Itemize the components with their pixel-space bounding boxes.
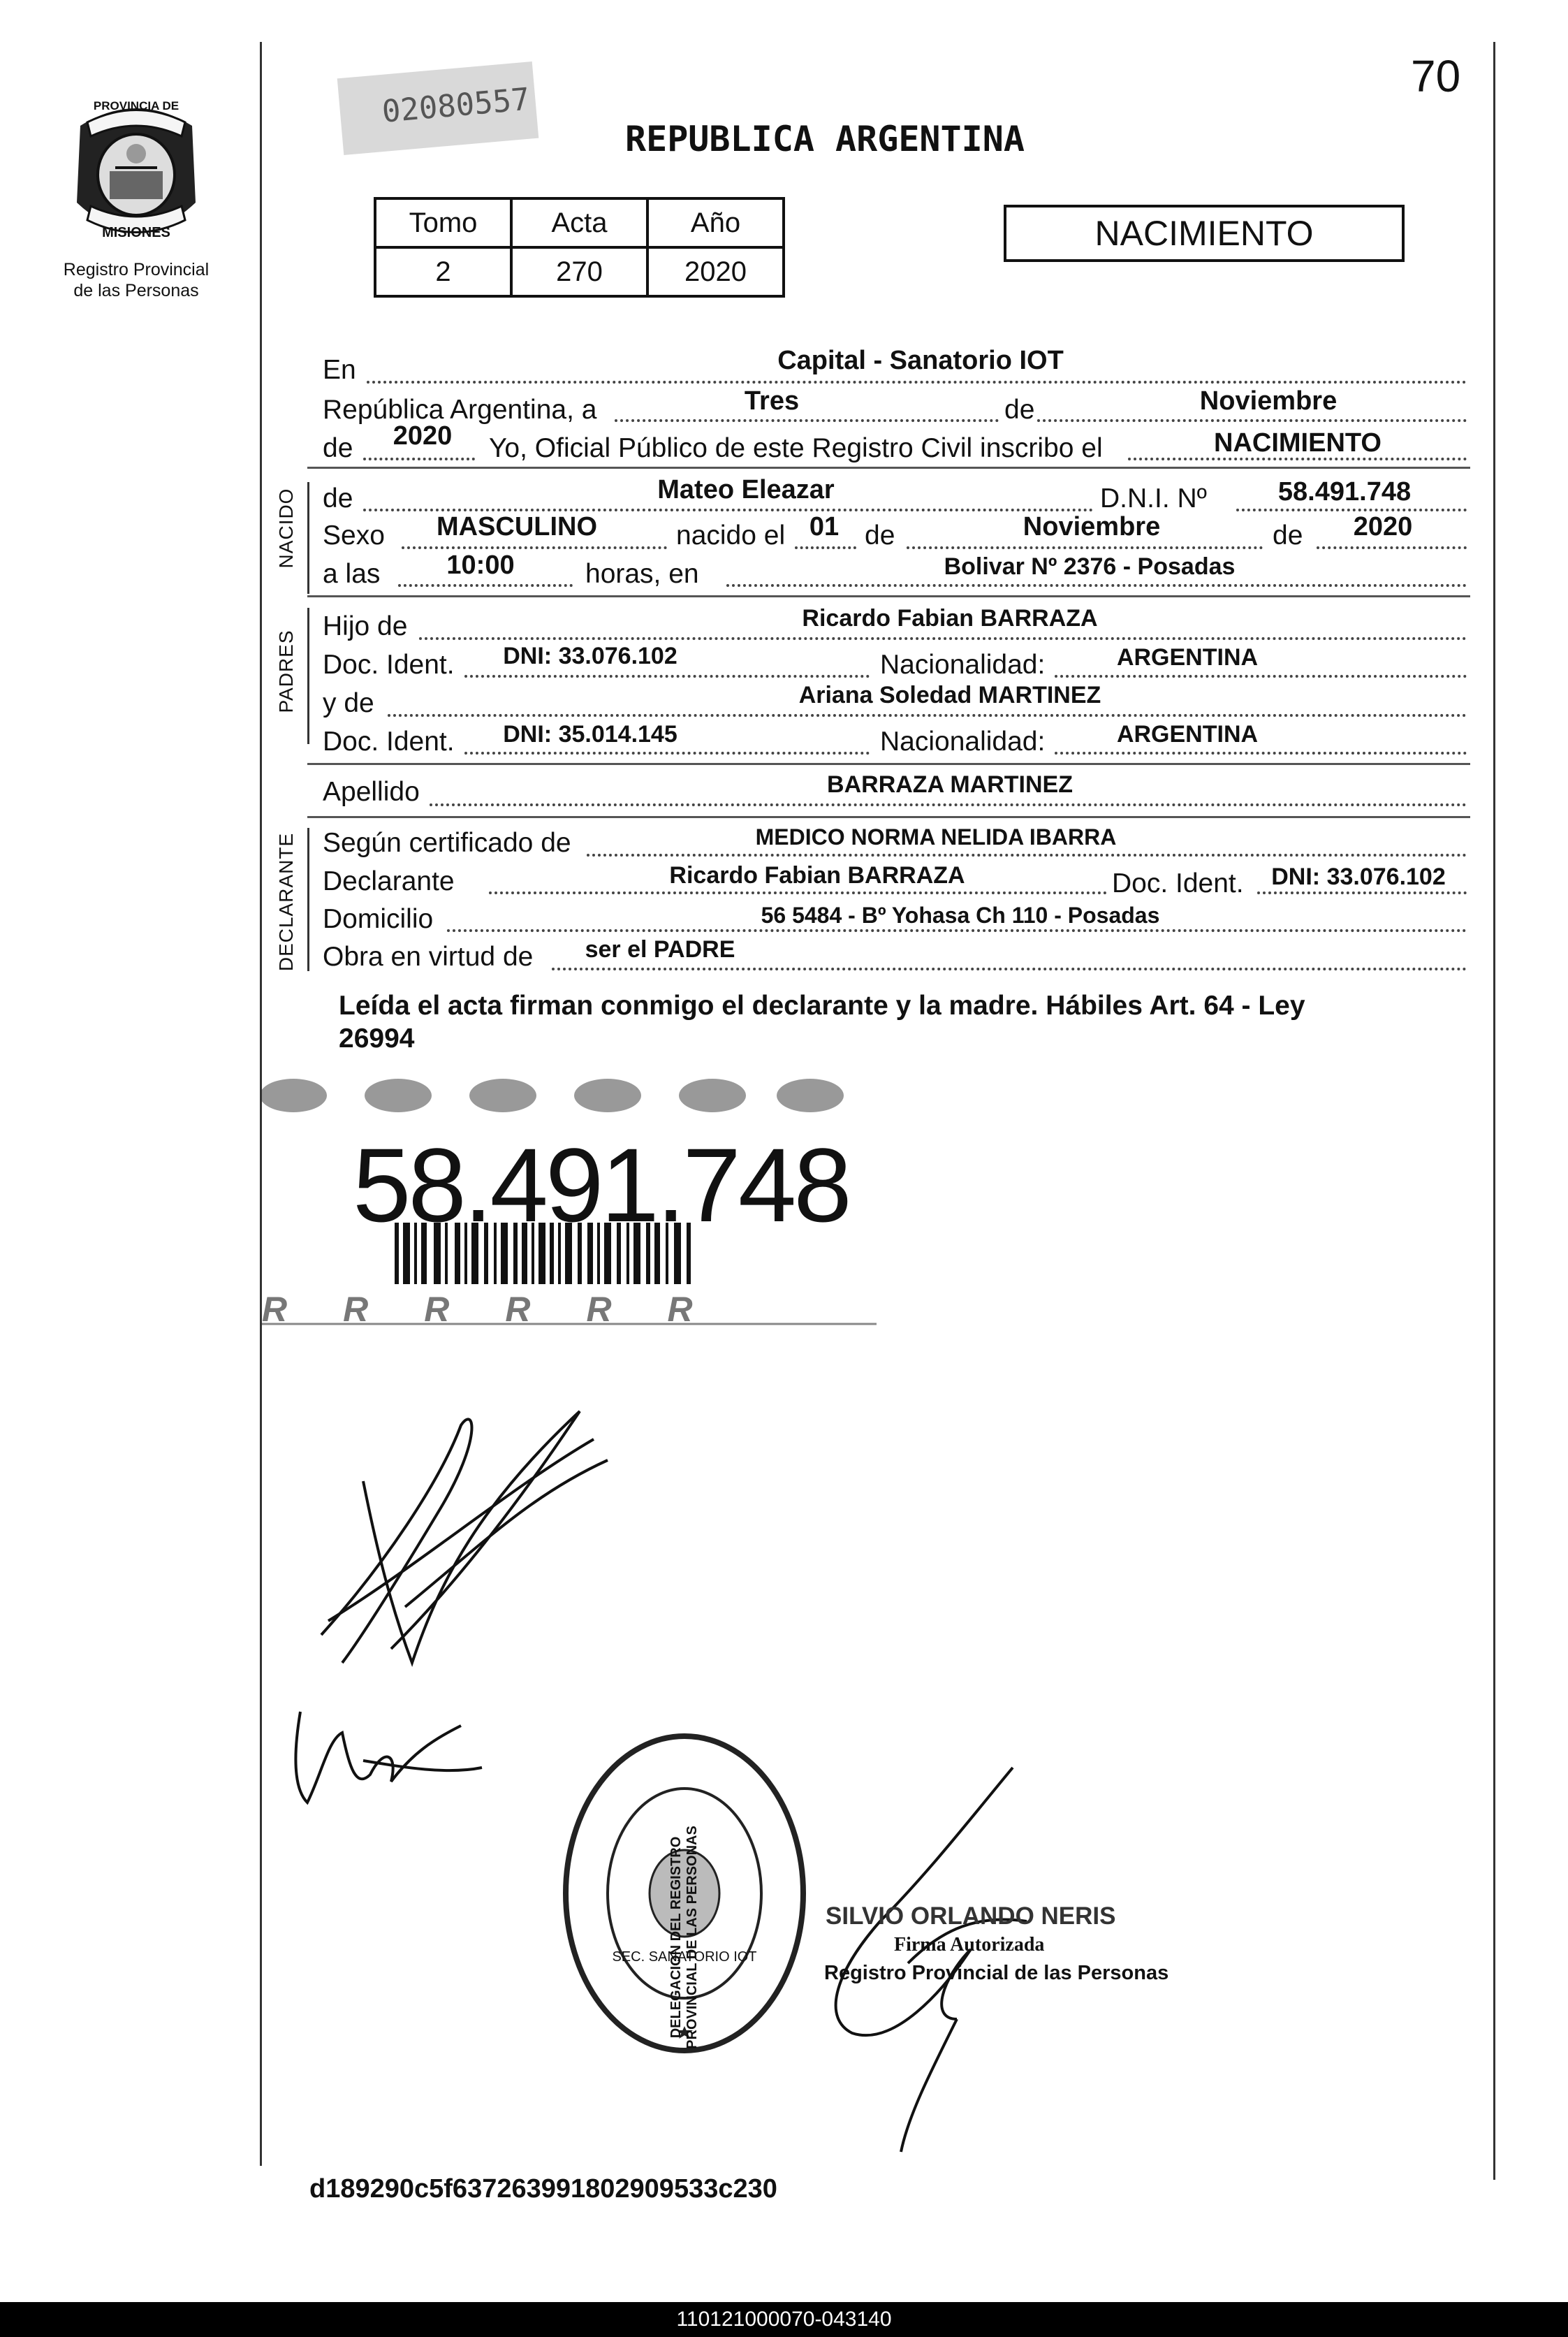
sticker-mark: R bbox=[586, 1290, 668, 1329]
declarante-bracket bbox=[307, 828, 309, 971]
label-obra: Obra en virtud de bbox=[323, 942, 534, 972]
sticker-mark: R bbox=[505, 1290, 587, 1329]
value-month: Noviembre bbox=[1199, 386, 1338, 416]
value-certificate: MEDICO NORMA NELIDA IBARRA bbox=[755, 824, 1117, 850]
value-birth-month: Noviembre bbox=[1023, 512, 1161, 541]
dotted-line bbox=[615, 419, 999, 422]
dotted-line bbox=[447, 929, 1467, 932]
value-mother: Ariana Soledad MARTINEZ bbox=[798, 682, 1101, 708]
dotted-line bbox=[1317, 546, 1467, 549]
label-y-de: y de bbox=[323, 688, 374, 718]
label-doc-ident-mother: Doc. Ident. bbox=[323, 727, 455, 757]
section-divider bbox=[307, 763, 1470, 765]
dotted-line bbox=[419, 637, 1467, 640]
value-birth-time: 10:00 bbox=[446, 551, 515, 580]
dotted-line bbox=[388, 714, 1467, 717]
value-mother-nationality: ARGENTINA bbox=[1116, 721, 1259, 748]
dotted-line bbox=[795, 546, 856, 549]
label-nacionalidad-mother: Nacionalidad: bbox=[880, 727, 1046, 757]
label-republica: República Argentina, a bbox=[323, 395, 597, 425]
dotted-line bbox=[402, 546, 667, 549]
dotted-line bbox=[907, 546, 1263, 549]
value-father-doc: DNI: 33.076.102 bbox=[503, 643, 677, 669]
value-birth-address: Bolivar Nº 2376 - Posadas bbox=[944, 553, 1236, 580]
padres-bracket bbox=[307, 608, 309, 744]
dotted-line bbox=[398, 584, 573, 587]
sticker-mark: R bbox=[424, 1290, 506, 1329]
act-type-box: NACIMIENTO bbox=[1004, 205, 1405, 262]
dotted-line bbox=[464, 752, 870, 755]
section-divider bbox=[307, 595, 1470, 597]
tomo-value: 2 bbox=[375, 247, 511, 296]
closing-line-2: 26994 bbox=[339, 1024, 415, 1054]
page-number: 70 bbox=[1411, 51, 1461, 101]
label-nacionalidad-father: Nacionalidad: bbox=[880, 650, 1046, 680]
dotted-line bbox=[1055, 675, 1467, 678]
dotted-line bbox=[367, 381, 1467, 384]
label-doc-ident-father: Doc. Ident. bbox=[323, 650, 455, 680]
label-de-month: de bbox=[1004, 395, 1035, 425]
footer-bar bbox=[0, 2302, 1568, 2337]
sticker-mark: R bbox=[667, 1290, 749, 1329]
label-nacido-el: nacido el bbox=[676, 520, 786, 551]
label-segun-certificado: Según certificado de bbox=[323, 828, 571, 858]
value-declarant: Ricardo Fabian BARRAZA bbox=[669, 862, 965, 889]
dotted-line bbox=[1055, 752, 1467, 755]
declarant-signature bbox=[300, 1397, 622, 1677]
value-dni: 58.491.748 bbox=[1277, 477, 1412, 507]
label-domicilio: Domicilio bbox=[323, 904, 434, 934]
document-hash: d189290c5f637263991802909533c230 bbox=[309, 2174, 777, 2204]
serial-label bbox=[337, 61, 539, 155]
acta-header: Acta bbox=[511, 198, 647, 247]
seal-bottom-text: MISIONES bbox=[102, 225, 170, 240]
dotted-line bbox=[1257, 891, 1467, 894]
value-act-type: NACIMIENTO bbox=[1214, 428, 1382, 458]
value-sex: MASCULINO bbox=[436, 512, 598, 541]
label-apellido: Apellido bbox=[323, 777, 420, 807]
official-title: Firma Autorizada bbox=[894, 1934, 1045, 1956]
value-name: Mateo Eleazar bbox=[657, 475, 835, 504]
label-hijo-de: Hijo de bbox=[323, 611, 408, 641]
sticker-number: 58.491.748 bbox=[353, 1126, 849, 1244]
label-de-birthyear: de bbox=[1273, 520, 1303, 551]
value-declarant-doc: DNI: 33.076.102 bbox=[1271, 864, 1446, 890]
right-margin-line bbox=[1493, 42, 1495, 2180]
dotted-line bbox=[363, 458, 475, 460]
dotted-line bbox=[552, 968, 1467, 970]
label-de-name: de bbox=[323, 483, 353, 514]
mother-signature bbox=[279, 1691, 489, 1830]
reference-table bbox=[374, 197, 785, 298]
label-declarante: Declarante bbox=[323, 866, 455, 896]
official-name: SILVIO ORLANDO NERIS bbox=[826, 1902, 1116, 1930]
label-de-day: de bbox=[865, 520, 895, 551]
registry-name-line1: Registro Provincial bbox=[63, 260, 210, 279]
value-father-nationality: ARGENTINA bbox=[1116, 644, 1259, 671]
label-oficial: Yo, Oficial Público de este Registro Civil inscribo el bbox=[489, 433, 1103, 463]
label-de-year: de bbox=[323, 433, 353, 463]
label-sexo: Sexo bbox=[323, 520, 385, 551]
footer-code: 110121000070-043140 bbox=[676, 2308, 892, 2331]
seal-top-text: PROVINCIA DE bbox=[93, 99, 179, 112]
label-a-las: a las bbox=[323, 559, 381, 589]
value-address: 56 5484 - Bº Yohasa Ch 110 - Posadas bbox=[761, 903, 1160, 928]
section-declarante: DECLARANTE bbox=[275, 832, 297, 972]
value-birth-year: 2020 bbox=[1353, 512, 1413, 541]
stamp-text: DELEGACION DEL REGISTRO PROVINCIAL DE LAS PERSONAS bbox=[668, 1826, 700, 2049]
value-capacity: ser el PADRE bbox=[585, 936, 735, 963]
value-mother-doc: DNI: 35.014.145 bbox=[503, 721, 677, 748]
sticker-mark: R bbox=[343, 1290, 425, 1329]
value-surname: BARRAZA MARTINEZ bbox=[827, 771, 1073, 798]
anio-header: Año bbox=[647, 198, 784, 247]
section-divider bbox=[307, 816, 1470, 818]
value-year: 2020 bbox=[393, 421, 453, 451]
nacido-bracket bbox=[307, 482, 309, 594]
dotted-line bbox=[1236, 509, 1467, 511]
section-nacido: NACIDO bbox=[275, 488, 297, 569]
dotted-line bbox=[363, 509, 1093, 511]
dotted-line bbox=[1037, 419, 1467, 422]
dotted-line bbox=[489, 891, 1107, 894]
section-padres: PADRES bbox=[275, 629, 297, 713]
document-title: REPUBLICA ARGENTINA bbox=[625, 119, 1025, 159]
value-day-word: Tres bbox=[744, 386, 800, 416]
anio-value: 2020 bbox=[647, 247, 784, 296]
dotted-line bbox=[587, 854, 1467, 857]
tomo-header: Tomo bbox=[375, 198, 511, 247]
serial-number: 02080557 bbox=[380, 81, 532, 130]
acta-value: 270 bbox=[511, 247, 647, 296]
label-en: En bbox=[323, 355, 356, 385]
dotted-line bbox=[726, 584, 1467, 587]
dotted-line bbox=[464, 675, 870, 678]
value-father: Ricardo Fabian BARRAZA bbox=[802, 605, 1098, 632]
dotted-line bbox=[430, 803, 1467, 806]
label-dni: D.N.I. Nº bbox=[1100, 483, 1207, 514]
official-signature bbox=[824, 1754, 1055, 2159]
value-place: Capital - Sanatorio IOT bbox=[777, 346, 1064, 375]
sticker-mark: R bbox=[262, 1290, 344, 1329]
official-office: Registro Provincial de las Personas bbox=[824, 1962, 1169, 1984]
value-birth-day: 01 bbox=[809, 512, 840, 541]
stamp-inner-text: SEC. SANATORIO IOT bbox=[612, 1949, 757, 1965]
section-divider bbox=[307, 467, 1470, 469]
closing-line-1: Leída el acta firman conmigo el declarante y la madre. Hábiles Art. 64 - Ley bbox=[339, 991, 1305, 1021]
label-doc-ident-declarant: Doc. Ident. bbox=[1112, 868, 1244, 898]
label-horas-en: horas, en bbox=[585, 559, 699, 589]
registry-name-line2: de las Personas bbox=[73, 281, 199, 300]
